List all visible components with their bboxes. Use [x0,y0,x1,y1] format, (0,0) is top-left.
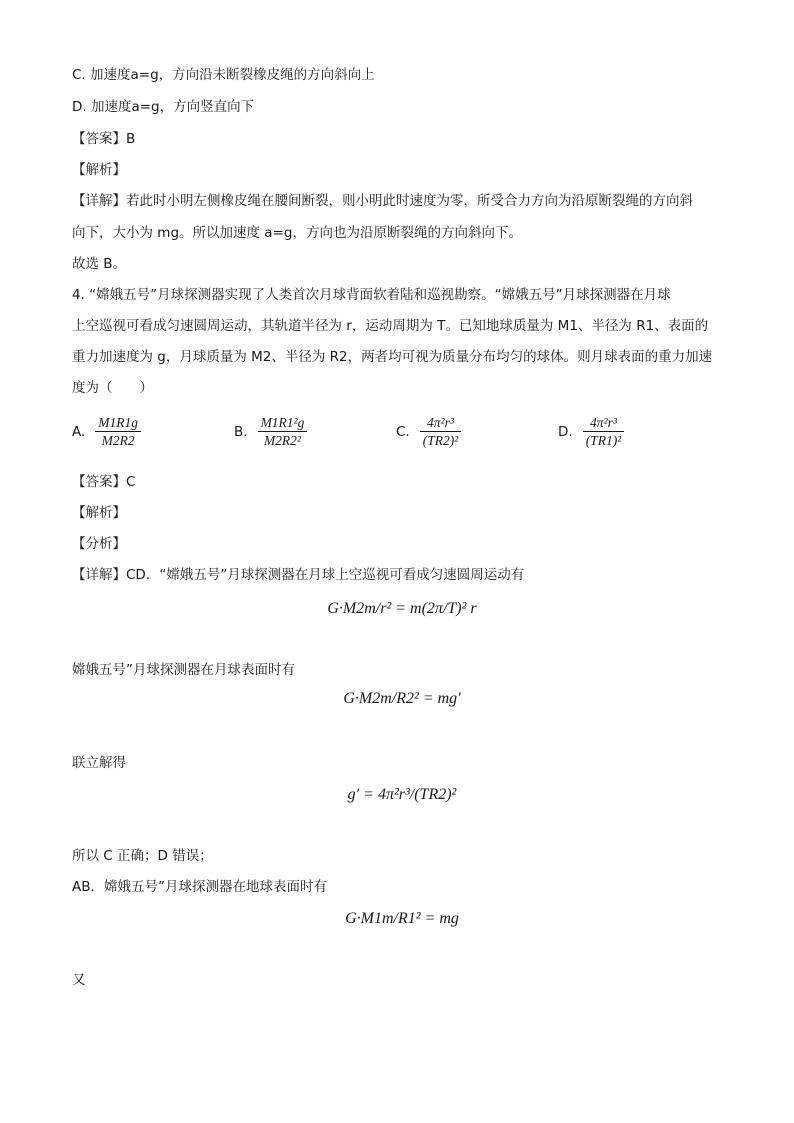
detail-prev-line2: 向下，大小为 mg。所以加速度 a=g，方向也为沿原断裂绳的方向斜向下。 [72,225,522,241]
detail-tag: 【详解】 [72,193,126,209]
option-c-fraction [420,414,462,449]
option-a-numerator: M1R1g [95,414,141,432]
option-c-numerator: 4π²r³ [420,414,462,432]
detail-text-q4: CD．“嫦娥五号”月球探测器在月球上空巡视可看成匀速圆周运动有 [126,567,525,583]
answer-value-q4: C [126,474,136,490]
option-a-denominator: M2R2 [101,433,135,448]
option-b-denominator: M2R2² [263,433,301,448]
option-b-label: B. [234,423,248,440]
equation-1: G·M2m/r² = m(2π/T)² r [327,600,477,617]
option-d-prev: D. 加速度a=g，方向竖直向下 [72,99,255,115]
option-c-prev: C. 加速度a=g，方向沿未断裂橡皮绳的方向斜向上 [72,67,375,83]
option-b-fraction [258,414,308,449]
option-d-denominator: (TR1)² [585,433,622,448]
equation-4: G·M1m/R1² = mg [345,910,459,927]
answer-tag: 【答案】 [72,131,126,147]
detail-prev-line1 [72,190,732,212]
option-a-label: A. [72,423,86,440]
option-a-fraction [95,414,141,449]
option-b-numerator: M1R1²g [258,414,308,432]
analysis-tag-q4: 【解析】 [72,505,126,521]
conclusion-prev: 故选 B。 [72,256,127,272]
option-b [234,414,309,449]
detail-q4-line1 [72,564,732,586]
option-d-label: D. [558,423,573,440]
answer-q4 [72,471,732,493]
option-a [72,414,143,449]
option-d-fraction [583,414,625,449]
answer-prev [72,128,732,150]
option-c-denominator: (TR2)² [422,433,459,448]
detail-text: 若此时小明左侧橡皮绳在腰间断裂，则小明此时速度为零，所受合力方向为沿原断裂绳的方向斜 [126,193,693,209]
equation-2: G·M2m/R2² = mg′ [343,690,461,707]
text-5: AB．嫦娥五号”月球探测器在地球表面时有 [72,879,327,895]
question4-line2: 上空巡视可看成匀速圆周运动，其轨道半径为 r，运动周期为 T。已知地球质量为 M1、半径为 R1、表面的 [72,318,709,334]
text-6: 又 [72,972,86,988]
text-4: 所以 C 正确；D 错误； [72,848,213,864]
option-c-label: C. [396,423,410,440]
detail-tag-q4: 【详解】 [72,567,126,583]
question4-line4: 度为（ ） [72,380,153,396]
text-3: 联立解得 [72,755,126,771]
option-c [396,414,463,449]
answer-value: B [126,131,136,147]
text-2: 嫦娥五号”月球探测器在月球表面时有 [72,662,295,678]
answer-tag-q4: 【答案】 [72,474,126,490]
question4-line3: 重力加速度为 g，月球质量为 M2、半径为 R2，两者均可视为质量分布均匀的球体。则月球表面的重力加速 [72,349,713,365]
equation-3: g′ = 4π²r³/(TR2)² [347,786,457,803]
question4-options [72,414,732,458]
analysis-tag-prev: 【解析】 [72,162,126,178]
option-d-numerator: 4π²r³ [583,414,625,432]
question4-line1: 4. “嫦娥五号”月球探测器实现了人类首次月球背面软着陆和巡视勘察。“嫦娥五号”月球探测器在月球 [72,287,671,303]
analysis2-tag-q4: 【分析】 [72,536,126,552]
option-d [558,414,626,449]
